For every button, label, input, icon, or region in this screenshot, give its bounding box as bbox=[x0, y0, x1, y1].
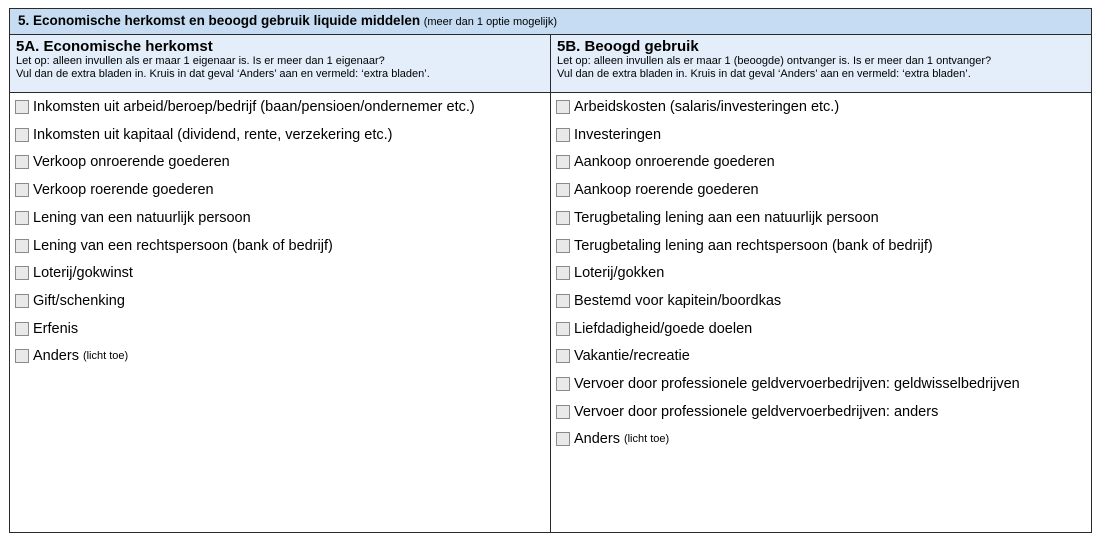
usage-option-label: Arbeidskosten (salaris/investeringen etc.) bbox=[574, 99, 840, 115]
origin-header bbox=[10, 35, 550, 93]
usage-option-label: Loterij/gokken bbox=[574, 265, 665, 282]
origin-option-note: (licht toe) bbox=[82, 350, 129, 363]
usage-option bbox=[556, 181, 759, 199]
usage-option-label: Investeringen bbox=[574, 126, 662, 143]
usage-option bbox=[556, 403, 938, 421]
form-section-5 bbox=[9, 8, 1092, 533]
usage-option bbox=[556, 264, 664, 282]
usage-option-label: Aankoop onroerende goederen bbox=[574, 154, 775, 171]
origin-checkbox[interactable] bbox=[15, 266, 29, 280]
usage-checkbox[interactable] bbox=[556, 183, 570, 197]
origin-option-label: Inkomsten uit kapitaal (dividend, rente, verzekering etc.) bbox=[33, 126, 393, 143]
origin-option bbox=[15, 237, 333, 255]
origin-option-label: Verkoop onroerende goederen bbox=[33, 154, 230, 171]
usage-checkbox[interactable] bbox=[556, 266, 570, 280]
origin-checkbox[interactable] bbox=[15, 155, 29, 169]
origin-option-label: Inkomsten uit arbeid/beroep/bedrijf (baan/pensioen/ondernemer etc.) bbox=[33, 99, 475, 115]
usage-checkbox[interactable] bbox=[556, 211, 570, 225]
section-title: 5. Economische herkomst en beoogd gebruik liquide middelen bbox=[18, 13, 421, 28]
origin-checkbox[interactable] bbox=[15, 294, 29, 308]
usage-option bbox=[556, 153, 775, 171]
usage-option-label: Vervoer door professionele geldvervoerbedrijven: anders bbox=[574, 403, 939, 420]
usage-checkbox[interactable] bbox=[556, 322, 570, 336]
origin-column bbox=[10, 35, 551, 532]
usage-header bbox=[551, 35, 1091, 93]
origin-checkbox[interactable] bbox=[15, 349, 29, 363]
origin-option bbox=[15, 153, 230, 171]
usage-option-label: Terugbetaling lening aan een natuurlijk persoon bbox=[574, 209, 879, 226]
usage-option-label: Anders bbox=[574, 431, 620, 448]
usage-checkbox[interactable] bbox=[556, 294, 570, 308]
section-title-bar bbox=[10, 9, 1091, 35]
usage-option-note: (licht toe) bbox=[623, 433, 670, 446]
origin-checkbox[interactable] bbox=[15, 100, 29, 114]
usage-option-label: Vervoer door professionele geldvervoerbedrijven: geldwisselbedrijven bbox=[574, 376, 1020, 392]
origin-checkbox[interactable] bbox=[15, 211, 29, 225]
origin-heading: 5A. Economische herkomst bbox=[16, 38, 213, 55]
usage-option bbox=[556, 98, 839, 116]
origin-checkbox[interactable] bbox=[15, 183, 29, 197]
origin-checkbox[interactable] bbox=[15, 239, 29, 253]
origin-option-label: Gift/schenking bbox=[33, 292, 125, 309]
origin-option-label: Lening van een rechtspersoon (bank of bedrijf) bbox=[33, 237, 333, 254]
origin-checkbox[interactable] bbox=[15, 322, 29, 336]
usage-option-label: Terugbetaling lening aan rechtspersoon (bank of bedrijf) bbox=[574, 237, 933, 254]
origin-option bbox=[15, 181, 214, 199]
origin-option-label: Erfenis bbox=[33, 320, 79, 337]
section-note: (meer dan 1 optie mogelijk) bbox=[423, 16, 557, 28]
usage-option bbox=[556, 430, 669, 448]
usage-checkbox[interactable] bbox=[556, 432, 570, 446]
usage-option bbox=[556, 375, 1020, 393]
usage-checkbox[interactable] bbox=[556, 349, 570, 363]
usage-option-label: Bestemd voor kapitein/boordkas bbox=[574, 292, 782, 309]
origin-option bbox=[15, 347, 128, 365]
usage-option-label: Liefdadigheid/goede doelen bbox=[574, 320, 753, 337]
usage-checkbox[interactable] bbox=[556, 377, 570, 391]
usage-checkbox[interactable] bbox=[556, 155, 570, 169]
origin-checkbox[interactable] bbox=[15, 128, 29, 142]
usage-instruction-1: Let op: alleen invullen als er maar 1 (beoogde) ontvanger is. Is er meer dan 1 ontvanger? bbox=[557, 55, 992, 67]
usage-option bbox=[556, 320, 752, 338]
usage-checkbox[interactable] bbox=[556, 100, 570, 114]
usage-option bbox=[556, 347, 690, 365]
origin-option bbox=[15, 320, 78, 338]
usage-column bbox=[551, 35, 1091, 532]
origin-option-label: Lening van een natuurlijk persoon bbox=[33, 209, 251, 226]
origin-option bbox=[15, 98, 475, 116]
origin-option bbox=[15, 126, 392, 144]
origin-option bbox=[15, 264, 133, 282]
usage-option-label: Aankoop roerende goederen bbox=[574, 182, 759, 199]
usage-option-label: Vakantie/recreatie bbox=[574, 348, 690, 365]
usage-option bbox=[556, 237, 933, 255]
origin-option-label: Anders bbox=[33, 348, 79, 365]
usage-heading: 5B. Beoogd gebruik bbox=[557, 38, 699, 55]
usage-option bbox=[556, 292, 781, 310]
origin-option-label: Loterij/gokwinst bbox=[33, 265, 133, 282]
origin-option-label: Verkoop roerende goederen bbox=[33, 182, 214, 199]
usage-checkbox[interactable] bbox=[556, 405, 570, 419]
origin-instruction-2: Vul dan de extra bladen in. Kruis in dat geval ‘Anders’ aan en vermeld: ‘extra bladen’. bbox=[16, 68, 430, 80]
usage-instruction-2: Vul dan de extra bladen in. Kruis in dat geval ‘Anders’ aan en vermeld: ‘extra bladen’. bbox=[557, 68, 971, 80]
origin-option bbox=[15, 209, 251, 227]
usage-option bbox=[556, 209, 879, 227]
origin-instruction-1: Let op: alleen invullen als er maar 1 eigenaar is. Is er meer dan 1 eigenaar? bbox=[16, 55, 385, 67]
origin-option bbox=[15, 292, 125, 310]
usage-checkbox[interactable] bbox=[556, 128, 570, 142]
usage-option bbox=[556, 126, 661, 144]
usage-checkbox[interactable] bbox=[556, 239, 570, 253]
